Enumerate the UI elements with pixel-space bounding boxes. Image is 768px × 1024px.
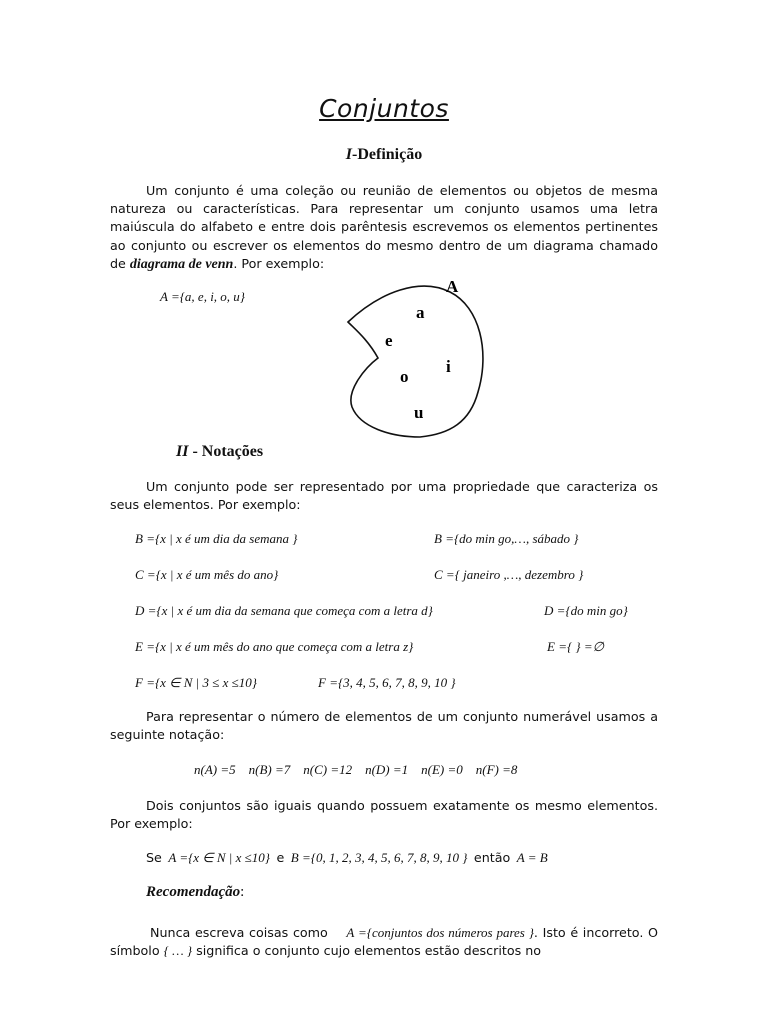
paragraph-equal-sets — [110, 797, 658, 833]
word-e: e — [276, 850, 285, 865]
formula-b-set: B ={0, 1, 2, 3, 4, 5, 6, 7, 8, 9, 10 } — [290, 850, 468, 865]
formula-e-list: E ={ } =∅ — [547, 639, 604, 654]
recomendacao-colon: : — [240, 884, 245, 900]
paragraph-recommendation — [110, 924, 658, 960]
paragraph-text: Nunca escreva coisas como — [150, 925, 328, 940]
formula-f-property: F ={x ∈ N | 3 ≤ x ≤10} — [135, 675, 257, 690]
formula-set-a: A ={a, e, i, o, u} — [160, 289, 246, 304]
word-se: Se — [146, 850, 162, 865]
formula-a-equals-b: A = B — [516, 850, 548, 865]
venn-element: e — [385, 331, 393, 350]
formula-d-list: D ={do min go} — [544, 603, 628, 618]
paragraph-text: Um conjunto pode ser representado por uma propriedade que caracteriza os seus elementos. Por exemplo: — [110, 479, 658, 513]
paragraph-cardinality — [110, 708, 658, 744]
paragraph-text: Para representar o número de elementos de um conjunto numerável usamos a seguinte notação: — [110, 709, 658, 743]
emphasis-diagrama-venn: diagrama de venn — [129, 256, 234, 272]
example-equal-sets — [146, 850, 548, 866]
heading-recomendacao — [146, 884, 244, 901]
venn-element: u — [414, 403, 424, 422]
venn-element: o — [400, 367, 409, 386]
venn-element: i — [446, 357, 451, 376]
paragraph-text: significa o conjunto cujo elementos estão descritos no — [196, 943, 542, 959]
section-heading-definicao — [0, 146, 768, 164]
section-title: -Definição — [352, 146, 423, 163]
formula-e-property: E ={x | x é um mês do ano que começa com a letra z} — [135, 639, 414, 654]
formula-b-list: B ={do min go,…, sábado } — [434, 531, 579, 546]
section-number: I — [345, 146, 353, 163]
section-number: II — [176, 443, 189, 460]
section-heading-notacoes — [176, 443, 263, 461]
paragraph-text: Um conjunto é uma coleção ou reunião de elementos ou objetos de mesma natureza ou características. Para representar um conjunto usamos uma letra maiúscula do alfabeto e entre dois parêntesis escrevemos os elementos pertinentes ao conjunto ou escrever os elementos do mesmo dentro de um diagrama chamado de — [110, 183, 658, 271]
page-title: Conjuntos — [319, 94, 449, 123]
paragraph-tail: . Por exemplo: — [233, 255, 325, 271]
formula-c-list: C ={ janeiro ,…, dezembro } — [434, 567, 584, 582]
formula-cardinals: n(A) =5 n(B) =7 n(C) =12 n(D) =1 n(E) =0 n(F) =8 — [194, 762, 518, 777]
formula-inline-braces: { … } — [163, 943, 193, 959]
formula-d-property: D ={x | x é um dia da semana que começa com a letra d} — [135, 603, 433, 618]
section-title: - Notações — [188, 443, 264, 460]
paragraph-text: Dois conjuntos são iguais quando possuem exatamente os mesmo elementos. Por exemplo: — [110, 798, 658, 832]
word-entao: então — [473, 850, 511, 865]
paragraph-text: . Isto é incorreto. O símbolo — [110, 925, 659, 959]
venn-set-label: A — [446, 277, 459, 296]
paragraph-notations — [110, 478, 658, 514]
venn-element: a — [416, 303, 425, 322]
formula-f-list: F ={3, 4, 5, 6, 7, 8, 9, 10 } — [318, 675, 456, 690]
formula-inline-pares: A ={conjuntos dos números pares } — [346, 925, 534, 940]
venn-diagram — [340, 272, 500, 442]
recomendacao-label: Recomendação — [146, 884, 241, 900]
paragraph-definition — [110, 182, 658, 274]
formula-c-property: C ={x | x é um mês do ano} — [135, 567, 279, 582]
formula-a-set: A ={x ∈ N | x ≤10} — [168, 850, 270, 865]
formula-b-property: B ={x | x é um dia da semana } — [135, 531, 298, 546]
